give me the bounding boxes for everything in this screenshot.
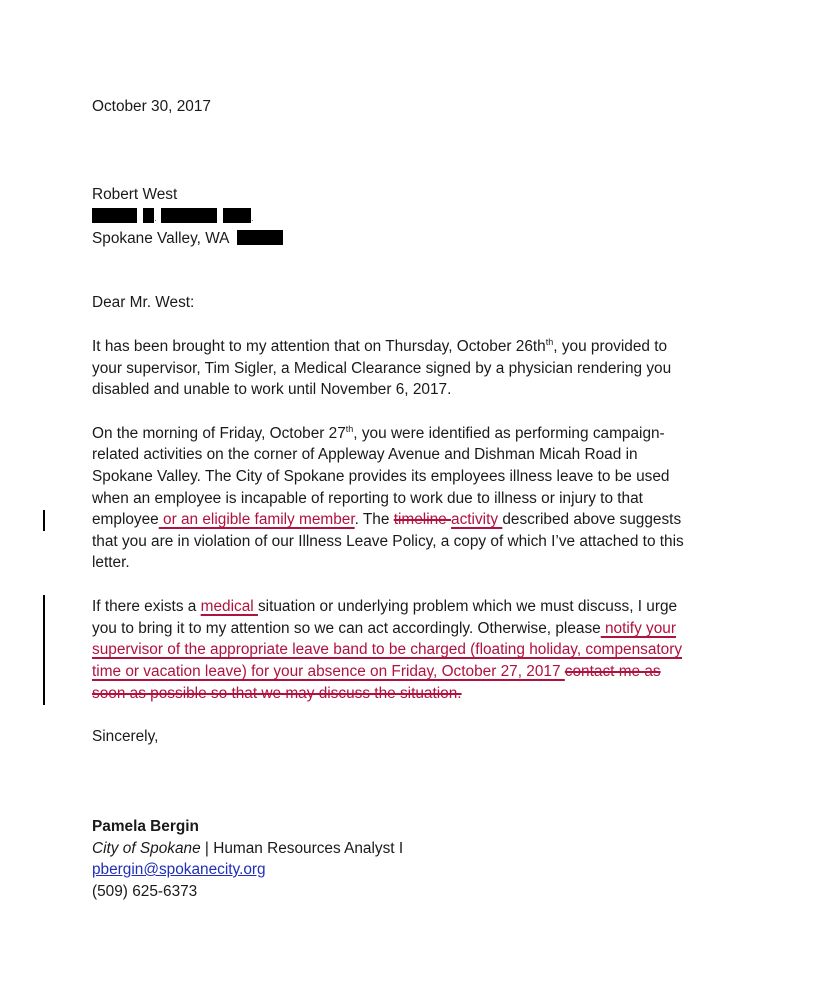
paragraph-3-line-3: [92, 641, 682, 659]
paragraph-2-line-4: when an employee is incapable of reporting to work due to illness or injury to that: [92, 490, 643, 507]
paragraph-2-line-2: related activities on the corner of Appleway Avenue and Dishman Micah Road in: [92, 446, 638, 463]
paragraph-3-line-1: If there exists a medical situation or underlying problem which we must discuss, I urge: [92, 598, 678, 615]
tracked-insertion: supervisor of the appropriate leave band to be charged (floating holiday, compensatory: [92, 641, 683, 658]
redaction-zip: [237, 230, 283, 245]
paragraph-2-line-7: letter.: [92, 554, 130, 571]
tracked-insertion: or an eligible family member: [158, 511, 355, 528]
closing: Sincerely,: [92, 728, 159, 745]
redaction-block: [223, 208, 251, 223]
paragraph-3-line-4: [92, 663, 661, 681]
signature-email[interactable]: [92, 861, 266, 879]
salutation: Dear Mr. West:: [92, 294, 195, 311]
email-link[interactable]: pbergin@spokanecity.org: [92, 861, 266, 878]
tracked-deletion: timeline: [393, 511, 452, 528]
recipient-city: Spokane Valley, WA: [92, 230, 283, 248]
redaction-block: [143, 208, 154, 223]
paragraph-3-line-5: [92, 685, 462, 703]
redaction-block: [161, 208, 217, 223]
paragraph-2-line-1: On the morning of Friday, October 27th, you were identified as performing campaign-: [92, 424, 665, 442]
paragraph-2-line-3: Spokane Valley. The City of Spokane provides its employees illness leave to be used: [92, 468, 670, 485]
tracked-deletion: soon as possible so that we may discuss the situation.: [92, 685, 462, 702]
signature-name: Pamela Bergin: [92, 818, 199, 835]
paragraph-1-line-2: your supervisor, Tim Sigler, a Medical Clearance signed by a physician rendering you: [92, 360, 672, 377]
paragraph-1-line-1: It has been brought to my attention that on Thursday, October $26th^{th}$, you provided to: [92, 337, 668, 355]
tracked-deletion: contact me as: [564, 663, 661, 680]
paragraph-1-line-3: disabled and unable to work until November 6, 2017.: [92, 381, 452, 398]
signature-title: City of Spokane | Human Resources Analyst I: [92, 840, 404, 857]
recipient-name: Robert West: [92, 186, 178, 203]
change-bar: [43, 510, 45, 531]
paragraph-2-line-6: that you are in violation of our Illness Leave Policy, a copy of which I’ve attached to this: [92, 533, 684, 550]
tracked-insertion: activity: [451, 511, 503, 528]
tracked-insertion: time or vacation leave) for your absence on Friday, October 27, 2017: [92, 663, 565, 680]
signature-phone: (509) 625-6373: [92, 883, 198, 900]
paragraph-3-line-2: you to bring it to my attention so we can act accordingly. Otherwise, please notify your: [92, 620, 676, 637]
redaction-block: [92, 208, 137, 223]
tracked-insertion: notify your: [600, 620, 676, 637]
tracked-insertion: medical: [200, 598, 258, 615]
paragraph-2-line-5: employee or an eligible family member. The timeline activity described above suggests: [92, 511, 682, 528]
change-bar: [43, 595, 45, 705]
recipient-address-redacted: . .: [92, 208, 253, 228]
letter-date: October 30, 2017: [92, 98, 211, 115]
